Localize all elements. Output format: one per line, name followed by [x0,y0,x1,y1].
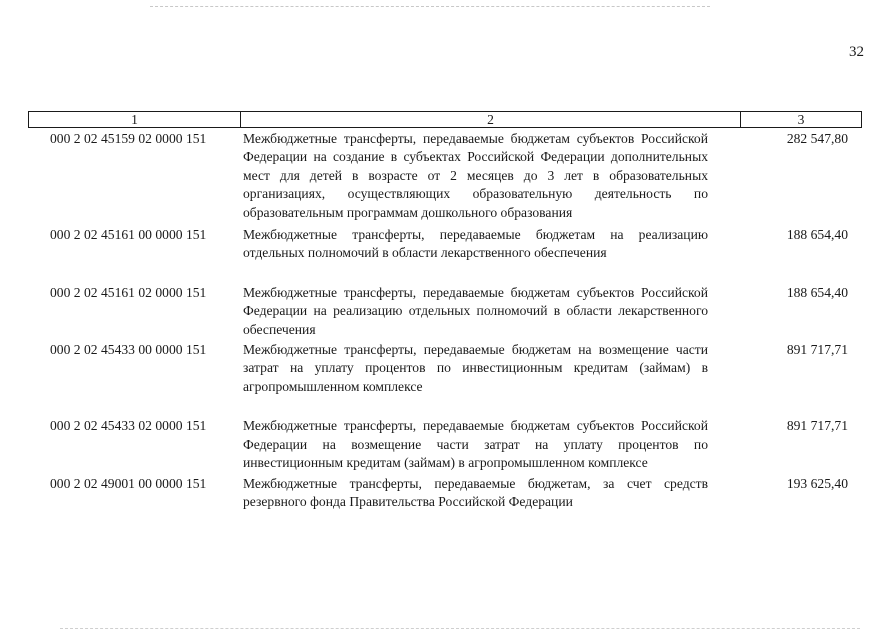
transfer-amount: 188 654,40 [786,284,848,300]
budget-code: 000 2 02 45159 02 0000 151 [50,131,207,146]
scan-artifact-bottom [60,628,860,629]
transfer-description: Межбюджетные трансферты, передаваемые бюджетам субъектов Российской Федерации на создание в субъектах Российской Федерации дополнительных мест для детей в возрасте от 2 месяцев до 3 лет в образовательных организациях, осуществляющих образовательную деятельность по образовательным программам дошкольного образования [243,131,708,220]
budget-code: 000 2 02 45161 00 0000 151 [50,227,207,243]
transfer-amount: 188 654,40 [786,227,848,243]
transfer-amount: 282 547,80 [786,131,848,146]
budget-code: 000 2 02 45433 00 0000 151 [50,342,207,358]
transfer-description: Межбюджетные трансферты, передаваемые бюджетам на возмещение части затрат на уплату процентов по инвестиционным кредитам (займам) в агропромышленном комплексе [243,342,708,394]
budget-code: 000 2 02 49001 00 0000 151 [50,475,207,491]
table-row [28,226,862,263]
transfer-description: Межбюджетные трансферты, передаваемые бюджетам на реализацию отдельных полномочий в области лекарственного обеспечения [243,227,708,261]
column-header-3: 3 [797,112,805,127]
transfer-amount: 193 625,40 [786,475,848,491]
table-row [28,475,862,512]
transfer-description: Межбюджетные трансферты, передаваемые бюджетам, за счет средств резервного фонда Правительства Российской Федерации [243,475,708,509]
budget-code: 000 2 02 45433 02 0000 151 [50,418,207,434]
column-header-1: 1 [29,112,241,127]
transfer-description: Межбюджетные трансферты, передаваемые бюджетам субъектов Российской Федерации на реализацию отдельных полномочий в области лекарственного обеспечения [243,284,708,337]
transfer-amount: 891 717,71 [786,342,848,358]
table-header-row [28,111,862,128]
column-header-2: 2 [241,112,741,127]
table-row [28,417,862,472]
transfer-amount: 891 717,71 [786,418,848,434]
table-row [28,130,862,222]
transfer-description: Межбюджетные трансферты, передаваемые бюджетам субъектов Российской Федерации на возмещение части затрат на уплату процентов по инвестиционным кредитам (займам) в агропромышленном комплексе [243,418,708,471]
page-number: 32 [849,44,864,60]
scan-artifact-top [150,6,710,7]
budget-code: 000 2 02 45161 02 0000 151 [50,284,207,300]
table-row [28,284,862,339]
table-row [28,341,862,396]
budget-table [28,111,862,511]
